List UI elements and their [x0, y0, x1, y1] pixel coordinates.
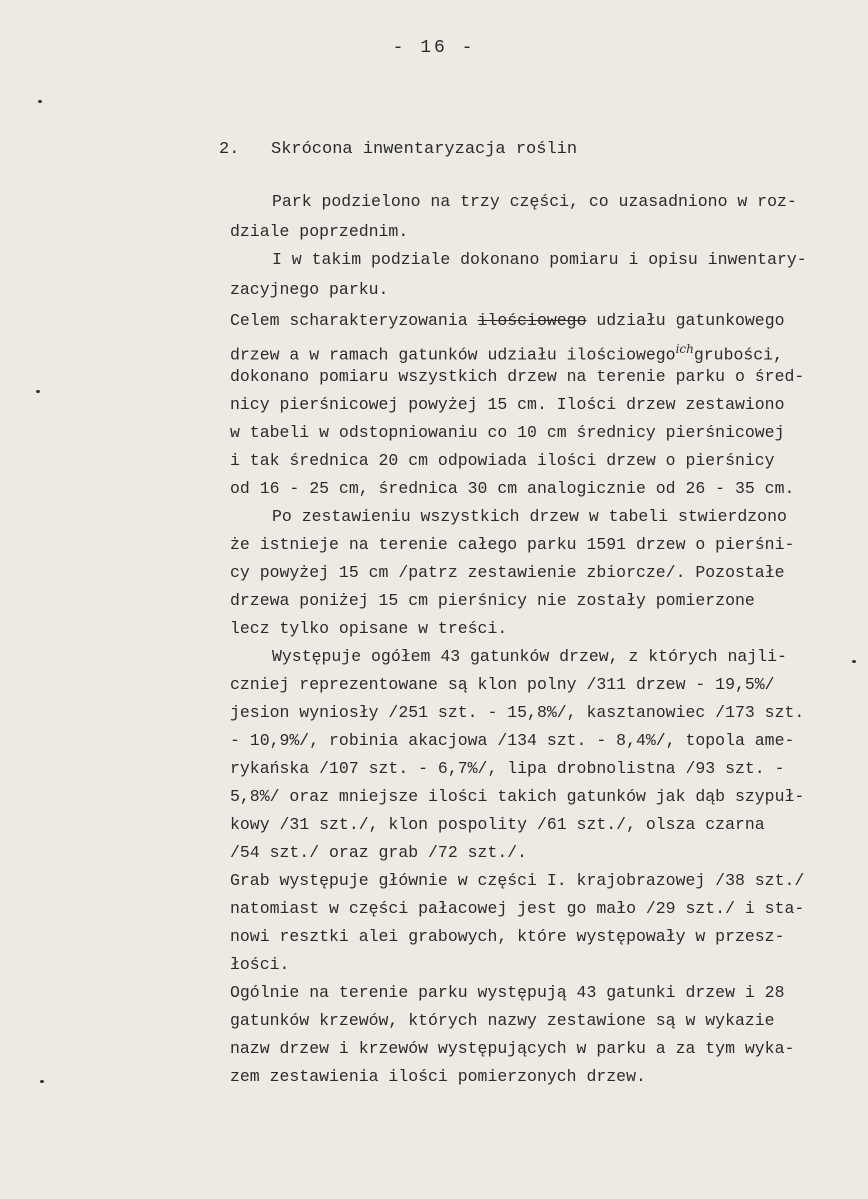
paper-speck [40, 1080, 44, 1083]
text-fragment: drzew a w ramach gatunków udziału ilościowego [230, 345, 676, 365]
page-number: - 16 - [392, 38, 476, 58]
text-line: zacyjnego parku. [230, 280, 389, 299]
text-line: Grab występuje głównie w części I. krajobrazowej /38 szt./ [230, 871, 805, 890]
text-line: dokonano pomiaru wszystkich drzew na terenie parku o śred- [230, 367, 805, 386]
text-line: łości. [230, 955, 290, 974]
text-line: dziale poprzednim. [230, 222, 409, 241]
section-heading [219, 140, 577, 159]
struck-word: ilościowego [477, 311, 587, 330]
text-line: że istnieje na terenie całego parku 1591 drzew o pierśni- [230, 535, 795, 554]
text-line: I w takim podziale dokonano pomiaru i opisu inwentary- [272, 250, 807, 269]
text-line: w tabeli w odstopniowaniu co 10 cm średnicy pierśnicowej [230, 423, 785, 442]
text-line: nowi resztki alei grabowych, które występowały w przesz- [230, 927, 785, 946]
text-line: Po zestawieniu wszystkich drzew w tabeli stwierdzono [272, 507, 787, 526]
text-line: drzewa poniżej 15 cm pierśnicy nie zostały pomierzone [230, 591, 755, 610]
text-line: kowy /31 szt./, klon pospolity /61 szt./, olsza czarna [230, 815, 765, 834]
text-line-edited [230, 311, 785, 331]
text-line: czniej reprezentowane są klon polny /311 drzew - 19,5%/ [230, 675, 775, 694]
text-line: i tak średnica 20 cm odpowiada ilości drzew o pierśnicy [230, 451, 775, 470]
paper-speck [852, 660, 856, 663]
text-line: od 16 - 25 cm, średnica 30 cm analogicznie od 26 - 35 cm. [230, 479, 795, 498]
text-line: gatunków krzewów, których nazwy zestawione są w wykazie [230, 1011, 775, 1030]
text-line: nazw drzew i krzewów występujących w parku a za tym wyka- [230, 1039, 795, 1058]
text-line: Park podzielono na trzy części, co uzasadniono w roz- [272, 192, 797, 211]
text-line: rykańska /107 szt. - 6,7%/, lipa drobnolistna /93 szt. - [230, 759, 785, 778]
paper-speck [38, 100, 42, 103]
handwritten-insert: ich [675, 342, 694, 356]
text-line-edited [230, 339, 783, 366]
text-line: /54 szt./ oraz grab /72 szt./. [230, 843, 528, 862]
text-line: jesion wyniosły /251 szt. - 15,8%/, kasztanowiec /173 szt. [230, 703, 805, 722]
text-line: Występuje ogółem 43 gatunków drzew, z których najli- [272, 647, 787, 666]
text-line: lecz tylko opisane w treści. [230, 619, 508, 638]
section-number: 2. [219, 140, 240, 159]
paper-speck [36, 390, 40, 393]
text-line: zem zestawienia ilości pomierzonych drzew. [230, 1067, 646, 1086]
text-line: - 10,9%/, robinia akacjowa /134 szt. - 8,4%/, topola ame- [230, 731, 795, 750]
text-line: 5,8%/ oraz mniejsze ilości takich gatunków jak dąb szypuł- [230, 787, 805, 806]
text-line: Ogólnie na terenie parku występują 43 gatunki drzew i 28 [230, 983, 785, 1002]
text-line: nicy pierśnicowej powyżej 15 cm. Ilości drzew zestawiono [230, 395, 785, 414]
text-fragment: udziału gatunkowego [586, 311, 785, 330]
text-fragment: Celem scharakteryzowania [230, 311, 478, 330]
text-line: natomiast w części pałacowej jest go mało /29 szt./ i sta- [230, 899, 805, 918]
text-fragment: grubości, [693, 345, 783, 365]
section-title: Skrócona inwentaryzacja roślin [271, 140, 578, 159]
text-line: cy powyżej 15 cm /patrz zestawienie zbiorcze/. Pozostałe [230, 563, 785, 582]
